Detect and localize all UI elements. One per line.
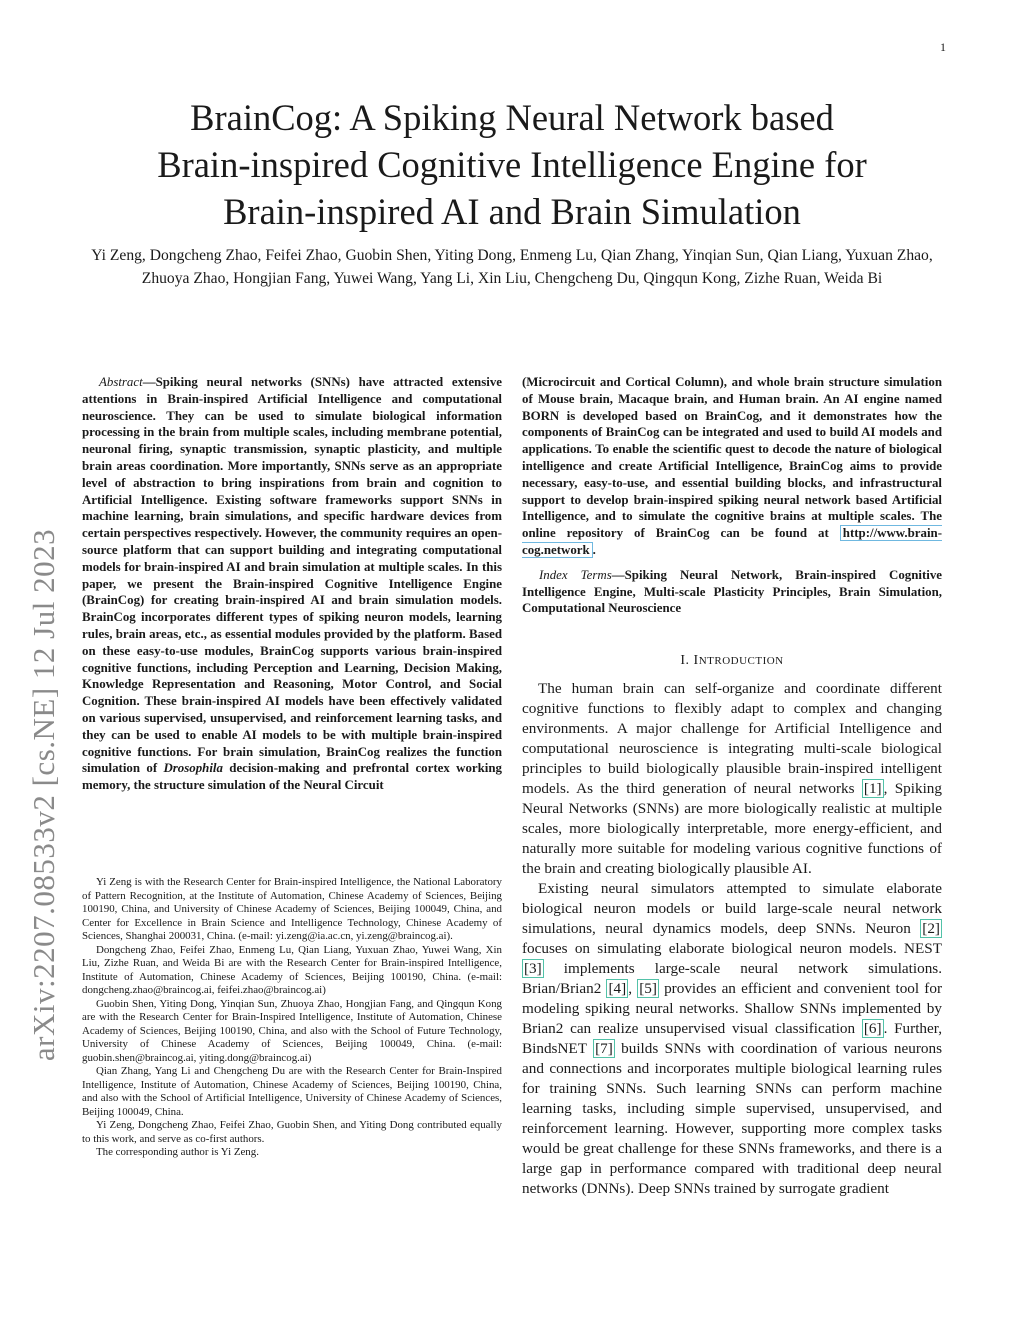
page-number: 1 (940, 40, 946, 54)
index-terms-label: Index Terms (539, 567, 612, 582)
abstract-text: decision-making and prefrontal cortex working memory, the structure simulation of the Neural Circuit (82, 761, 502, 793)
abstract-continued (522, 374, 942, 559)
intro-text: implements large-scale neural network simulations. Brian/Brian2 (522, 960, 942, 998)
citation-link[interactable]: [2] (922, 920, 940, 938)
footnote: Guobin Shen, Yiting Dong, Yinqian Sun, Zhuoya Zhao, Hongjian Fang, and Qingqun Kong are with the Research Center for Brain-Inspired Intelligence, Institute of Automation, Chinese Academy of Sciences, Beijing 100190, China, and also with the School of Future Technology, University of Chinese Academy of Sciences, Beijing 100049, China. (e-mail: guobin.shen@braincog.ai, yiting.dong@braincog.ai) (82, 997, 502, 1064)
right-column (522, 374, 942, 1199)
index-terms-text: —Spiking Neural Network, Brain-inspired Cognitive Intelligence Engine, Multi-scale Plasticity Principles, Brain Simulation, Computational Neuroscience (522, 567, 943, 616)
footnote: Dongcheng Zhao, Feifei Zhao, Enmeng Lu, Qian Liang, Yuxuan Zhao, Yuwei Wang, Xin Liu, Zizhe Ruan, and Weida Bi are with the Research Center for Brain-inspired Intelligence, Institute of Automation, Chinese Academy of Sciences, Beijing 100190, China. (e-mail: dongcheng.zhao@braincog.ai, feifei.zhao@braincog.ai) (82, 943, 502, 996)
repository-link[interactable]: http://www.brain-cog.network (522, 526, 942, 557)
section-title-rest: NTRODUCTION (698, 655, 784, 668)
footnote: Qian Zhang, Yang Li and Chengcheng Du are with the Research Center for Brain-Inspired Intelligence, Institute of Automation, Chinese Academy of Sciences, Beijing 100190, China, and also with the School of Artificial Intelligence, University of Chinese Academy of Sciences, Beijing 100049, China. (82, 1065, 502, 1118)
footnote: Yi Zeng, Dongcheng Zhao, Feifei Zhao, Guobin Shen, and Yiting Dong contributed equally to this work, and serve as co-first authors. (82, 1119, 502, 1145)
footnotes (82, 876, 502, 1160)
title-line: BrainCog: A Spiking Neural Network based (190, 97, 834, 138)
section-number: I. (680, 653, 694, 669)
citation-link[interactable]: [6] (863, 1020, 882, 1038)
intro-text: provides an efficient and convenient tool for modeling spiking neural networks. Shallow SNNs implemented by Brian2 can realize unsupervised visual classification (522, 980, 943, 1038)
intro-paragraph (522, 879, 942, 1199)
citation-link[interactable]: [1] (863, 780, 882, 798)
citation-link[interactable]: [4] (608, 980, 627, 998)
intro-text: , (628, 980, 638, 998)
title-line: Brain-inspired AI and Brain Simulation (223, 191, 801, 232)
abstract-drosophila: Drosophila (163, 761, 223, 776)
intro-text: Existing neural simulators attempted to simulate elaborate biological neuron models or build large-scale neural network simulations, neural dynamics models, deep SNNs. Neuron (522, 880, 942, 938)
intro-paragraph (522, 679, 942, 879)
abstract (82, 374, 502, 794)
intro-text: The human brain can self-organize and coordinate different cognitive functions to flexibly adapt to complex and changing environments. A major challenge for Artificial Intelligence and computational neuroscience is integrating multi-scale biological principles to build biologically plausible brain-inspired intelligent models. As the third generation of neural networks (522, 680, 942, 798)
intro-text: focuses on simulating elaborate biological neuron models. NEST (522, 940, 942, 958)
citation-link[interactable]: [5] (639, 980, 657, 998)
abstract-text: —Spiking neural networks (SNNs) have attracted extensive attentions in Brain-inspired Artificial Intelligence and computational neuroscience. They can be used to simulate biological information processing in the brain from multiple scales, including membrane potential, neuronal firing, synaptic transmission, synaptic plasticity, and multiple brain areas coordination. More importantly, SNNs serve as an appropriate level of abstraction to bring inspirations from brain and cognition to Artificial Intelligence. Existing software frameworks support SNNs in machine learning, brain simulations, and specific hardware devices from certain perspectives respectively. However, the community requires an open-source platform that can support building and integrating computational models for brain-inspired AI and brain simulation at multiple scales. In this paper, we present the Brain-inspired Cognitive Intelligence Engine (BrainCog) for creating brain-inspired AI and brain simulation models. BrainCog incorporates different types of spiking neuron models, learning rules, brain areas, etc., as essential modules provided by the platform. Based on these easy-to-use modules, BrainCog supports various brain-inspired cognitive functions, including Perception and Learning, Decision Making, Knowledge Representation and Reasoning, Motor Control, and Social Cognition. These brain-inspired AI models have been effectively validated on various supervised, unsupervised, and reinforcement learning tasks, and they can be used to enable AI models to be with multiple brain-inspired cognitive functions. For brain simulation, BrainCog realizes the function simulation of (82, 375, 502, 776)
abstract-label: Abstract (99, 375, 143, 389)
citation-link[interactable]: [7] (595, 1040, 613, 1058)
abstract-text: (Microcircuit and Cortical Column), and whole brain structure simulation of Mouse brain, Macaque brain, and Human brain. An AI engine named BORN is developed based on BrainCog, and it demonstrates how the components of BrainCog can be integrated and used to build AI models and applications. To enable the scientific quest to decode the nature of biological intelligence and create Artificial Intelligence, BrainCog aims to provide necessary, easy-to-use, and essential building blocks, and infrastructural support to develop brain-inspired spiking neural network based Artificial Intelligence, and to simulate the cognitive brains at multiple scales. The online repository of BrainCog can be found at (522, 375, 942, 541)
intro-text: . Further, BindsNET (522, 1020, 942, 1058)
citation-link[interactable]: [3] (524, 960, 542, 978)
section-initial: I (693, 653, 699, 669)
left-column (82, 374, 502, 794)
arxiv-stamp: arXiv:2207.08533v2 [cs.NE] 12 Jul 2023 (26, 528, 61, 1062)
abstract-end: . (592, 542, 596, 557)
title-line: Brain-inspired Cognitive Intelligence Engine for (157, 144, 867, 185)
intro-text: builds SNNs with coordination of various neurons and connections and incorporates multiple biological learning rules for training SNNs. Such learning SNNs can perform machine learning tasks, including simple supervised, unsupervised, and reinforcement learning. However, supporting more complex tasks would be great challenge for these SNNs frameworks, and there is a large gap in performance compared with traditional deep neural networks (DNNs). Deep SNNs trained by surrogate gradient (522, 1040, 942, 1198)
intro-text: , Spiking Neural Networks (SNNs) are more biologically realistic at multiple scales, more biologically interpretable, more energy-efficient, and naturally more suitable for modeling various cognitive functions of the brain and creating biologically plausible AI. (522, 780, 942, 878)
paper-title (82, 94, 942, 235)
section-heading-introduction (522, 653, 942, 669)
footnote: Yi Zeng is with the Research Center for Brain-inspired Intelligence, the National Laboratory of Pattern Recognition, at the Institute of Automation, Chinese Academy of Sciences, Beijing 100190, China, and University of Chinese Academy of Sciences, Beijing 100049, China, and Center for Excellence in Brain Science and Intelligence Technology, Chinese Academy of Sciences, Shanghai 200031, China. (e-mail: yi.zeng@ia.ac.cn, yi.zeng@braincog.ai). (82, 876, 502, 942)
author-list: Yi Zeng, Dongcheng Zhao, Feifei Zhao, Guobin Shen, Yiting Dong, Enmeng Lu, Qian Zhang, Yinqian Sun, Qian Liang, Yuxuan Zhao, Zhuoya Zhao, Hongjian Fang, Yuwei Wang, Yang Li, Xin Liu, Chengcheng Du, Qingqun Kong, Zizhe Ruan, Weida Bi (91, 247, 933, 287)
footnote: The corresponding author is Yi Zeng. (96, 1146, 259, 1158)
index-terms (522, 567, 942, 617)
